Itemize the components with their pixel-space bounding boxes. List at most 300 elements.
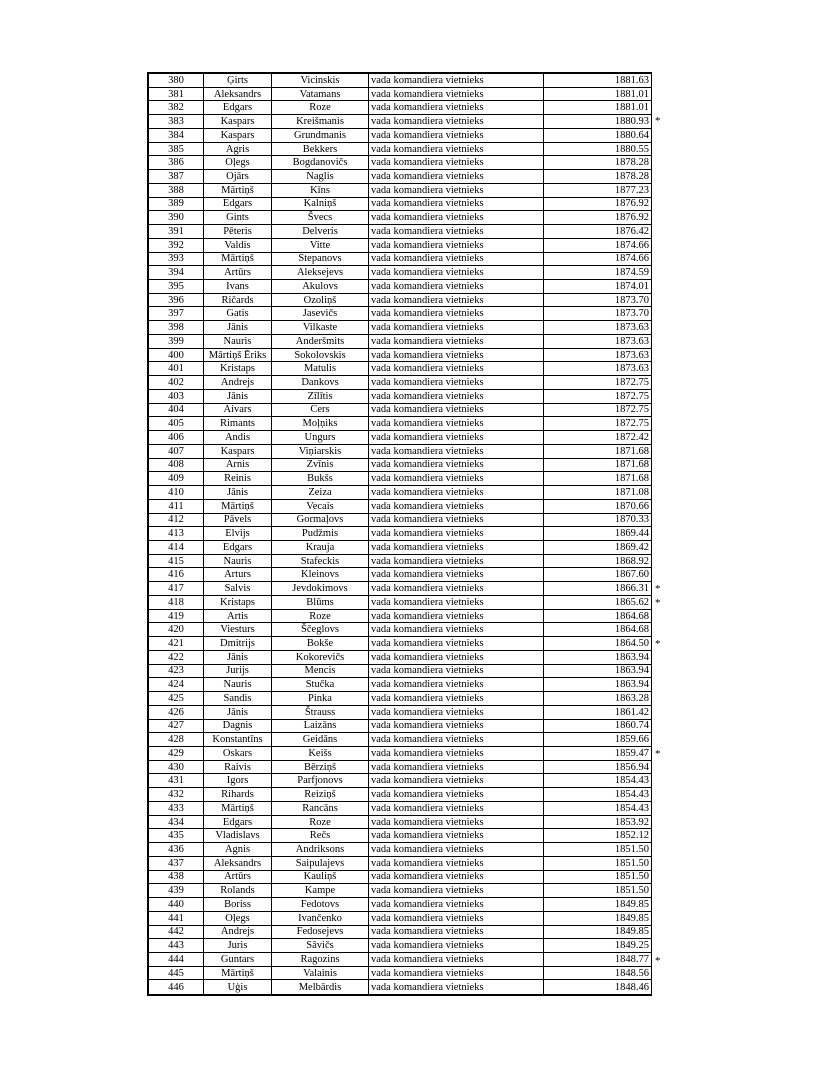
asterisk-marker: * [655,638,661,651]
last-name-cell: Štrauss [272,705,369,719]
position-cell: vada komandiera vietnieks [369,266,544,280]
table-row [149,582,652,596]
first-name-cell: Artis [204,609,272,623]
score-cell: 1853.92 [544,815,652,829]
position-cell: vada komandiera vietnieks [369,637,544,651]
score-cell: 1863.28 [544,692,652,706]
score-cell: 1871.68 [544,444,652,458]
score-cell: 1870.33 [544,513,652,527]
score-cell: 1872.42 [544,431,652,445]
first-name-cell: Elvijs [204,527,272,541]
last-name-cell: Rancāns [272,801,369,815]
position-cell: vada komandiera vietnieks [369,238,544,252]
rank-cell: 399 [149,334,204,348]
position-cell: vada komandiera vietnieks [369,733,544,747]
score-cell: 1871.68 [544,458,652,472]
position-cell: vada komandiera vietnieks [369,321,544,335]
last-name-cell: Kokorevičs [272,650,369,664]
table-row [149,376,652,390]
rank-cell: 413 [149,527,204,541]
first-name-cell: Jānis [204,486,272,500]
score-cell: 1865.62 [544,595,652,609]
last-name-cell: Anderšmits [272,334,369,348]
last-name-cell: Jasevičs [272,307,369,321]
table-row [149,898,652,912]
table-row [149,939,652,953]
table-row [149,293,652,307]
last-name-cell: Bērziņš [272,760,369,774]
position-cell: vada komandiera vietnieks [369,142,544,156]
score-cell: 1851.50 [544,870,652,884]
position-cell: vada komandiera vietnieks [369,307,544,321]
score-cell: 1852.12 [544,829,652,843]
rank-cell: 440 [149,898,204,912]
first-name-cell: Rolands [204,884,272,898]
last-name-cell: Naglis [272,170,369,184]
score-cell: 1872.75 [544,417,652,431]
rank-cell: 443 [149,939,204,953]
table-row [149,252,652,266]
position-cell: vada komandiera vietnieks [369,815,544,829]
first-name-cell: Jānis [204,650,272,664]
table-row [149,664,652,678]
table-row [149,225,652,239]
score-cell: 1854.43 [544,788,652,802]
position-cell: vada komandiera vietnieks [369,719,544,733]
position-cell: vada komandiera vietnieks [369,746,544,760]
score-cell: 1869.44 [544,527,652,541]
first-name-cell: Kaspars [204,115,272,129]
first-name-cell: Valdis [204,238,272,252]
first-name-cell: Mārtiņš [204,801,272,815]
score-cell: 1869.42 [544,540,652,554]
score-cell: 1851.50 [544,856,652,870]
score-cell: 1861.42 [544,705,652,719]
rank-cell: 401 [149,362,204,376]
first-name-cell: Agris [204,142,272,156]
position-cell: vada komandiera vietnieks [369,980,544,995]
first-name-cell: Ivans [204,280,272,294]
first-name-cell: Aleksandrs [204,856,272,870]
position-cell: vada komandiera vietnieks [369,953,544,967]
table-row [149,321,652,335]
first-name-cell: Rihards [204,788,272,802]
last-name-cell: Reiziņš [272,788,369,802]
rank-cell: 398 [149,321,204,335]
rank-cell: 383 [149,115,204,129]
position-cell: vada komandiera vietnieks [369,348,544,362]
first-name-cell: Ričards [204,293,272,307]
first-name-cell: Edgars [204,540,272,554]
score-cell: 1874.59 [544,266,652,280]
first-name-cell: Andis [204,431,272,445]
table-row [149,280,652,294]
position-cell: vada komandiera vietnieks [369,376,544,390]
position-cell: vada komandiera vietnieks [369,252,544,266]
rank-cell: 438 [149,870,204,884]
last-name-cell: Melbārdis [272,980,369,995]
table-row [149,925,652,939]
position-cell: vada komandiera vietnieks [369,788,544,802]
first-name-cell: Nauris [204,678,272,692]
table-row [149,705,652,719]
table-row [149,911,652,925]
table-row [149,142,652,156]
last-name-cell: Aleksejevs [272,266,369,280]
rank-cell: 436 [149,843,204,857]
last-name-cell: Vilkaste [272,321,369,335]
position-cell: vada komandiera vietnieks [369,280,544,294]
score-cell: 1864.50 [544,637,652,651]
score-cell: 1873.70 [544,293,652,307]
last-name-cell: Gormaļovs [272,513,369,527]
position-cell: vada komandiera vietnieks [369,417,544,431]
score-cell: 1873.63 [544,362,652,376]
table-row [149,829,652,843]
first-name-cell: Reinis [204,472,272,486]
position-cell: vada komandiera vietnieks [369,115,544,129]
table-row [149,719,652,733]
score-cell: 1856.94 [544,760,652,774]
rank-cell: 411 [149,499,204,513]
position-cell: vada komandiera vietnieks [369,170,544,184]
score-cell: 1881.01 [544,101,652,115]
score-cell: 1881.01 [544,87,652,101]
last-name-cell: Roze [272,101,369,115]
last-name-cell: Akulovs [272,280,369,294]
first-name-cell: Dmitrijs [204,637,272,651]
rank-cell: 389 [149,197,204,211]
position-cell: vada komandiera vietnieks [369,925,544,939]
first-name-cell: Ojārs [204,170,272,184]
rank-cell: 431 [149,774,204,788]
position-cell: vada komandiera vietnieks [369,966,544,980]
first-name-cell: Konstantīns [204,733,272,747]
first-name-cell: Agnis [204,843,272,857]
last-name-cell: Kreišmanis [272,115,369,129]
first-name-cell: Boriss [204,898,272,912]
first-name-cell: Nauris [204,334,272,348]
score-cell: 1874.66 [544,238,652,252]
score-cell: 1854.43 [544,801,652,815]
rank-cell: 418 [149,595,204,609]
score-cell: 1848.56 [544,966,652,980]
table-row [149,637,652,651]
position-cell: vada komandiera vietnieks [369,389,544,403]
last-name-cell: Ragozins [272,953,369,967]
rank-cell: 400 [149,348,204,362]
score-cell: 1866.31 [544,582,652,596]
score-cell: 1876.42 [544,225,652,239]
position-cell: vada komandiera vietnieks [369,898,544,912]
last-name-cell: Andriksons [272,843,369,857]
table-row [149,211,652,225]
position-cell: vada komandiera vietnieks [369,829,544,843]
table-row [149,953,652,967]
first-name-cell: Andrejs [204,376,272,390]
table-row [149,307,652,321]
score-cell: 1864.68 [544,623,652,637]
first-name-cell: Jānis [204,389,272,403]
table-row [149,87,652,101]
table-row [149,884,652,898]
last-name-cell: Grundmanis [272,128,369,142]
position-cell: vada komandiera vietnieks [369,650,544,664]
last-name-cell: Keišs [272,746,369,760]
table-row [149,527,652,541]
position-cell: vada komandiera vietnieks [369,801,544,815]
position-cell: vada komandiera vietnieks [369,444,544,458]
rank-cell: 439 [149,884,204,898]
first-name-cell: Juris [204,939,272,953]
position-cell: vada komandiera vietnieks [369,678,544,692]
table-row [149,650,652,664]
rank-cell: 403 [149,389,204,403]
table-row [149,128,652,142]
position-cell: vada komandiera vietnieks [369,197,544,211]
table-row [149,856,652,870]
first-name-cell: Salvis [204,582,272,596]
last-name-cell: Laizāns [272,719,369,733]
rank-cell: 395 [149,280,204,294]
rank-cell: 445 [149,966,204,980]
position-cell: vada komandiera vietnieks [369,74,544,88]
last-name-cell: Sokolovskis [272,348,369,362]
last-name-cell: Cers [272,403,369,417]
first-name-cell: Mārtiņš [204,183,272,197]
first-name-cell: Igors [204,774,272,788]
position-cell: vada komandiera vietnieks [369,939,544,953]
table-row [149,513,652,527]
position-cell: vada komandiera vietnieks [369,595,544,609]
score-cell: 1851.50 [544,884,652,898]
first-name-cell: Uģis [204,980,272,995]
score-cell: 1849.85 [544,898,652,912]
last-name-cell: Moļņiks [272,417,369,431]
asterisk-marker: * [655,954,661,967]
asterisk-marker: * [655,748,661,761]
table-row [149,266,652,280]
first-name-cell: Nauris [204,554,272,568]
rank-cell: 437 [149,856,204,870]
table-row [149,183,652,197]
score-cell: 1870.66 [544,499,652,513]
first-name-cell: Arnis [204,458,272,472]
position-cell: vada komandiera vietnieks [369,911,544,925]
last-name-cell: Švecs [272,211,369,225]
score-cell: 1867.60 [544,568,652,582]
table-row [149,760,652,774]
rank-cell: 426 [149,705,204,719]
last-name-cell: Saipulajevs [272,856,369,870]
table-row [149,170,652,184]
rank-cell: 412 [149,513,204,527]
rank-cell: 417 [149,582,204,596]
score-cell: 1880.55 [544,142,652,156]
score-cell: 1851.50 [544,843,652,857]
rank-cell: 392 [149,238,204,252]
position-cell: vada komandiera vietnieks [369,499,544,513]
position-cell: vada komandiera vietnieks [369,486,544,500]
last-name-cell: Stučka [272,678,369,692]
score-cell: 1849.25 [544,939,652,953]
last-name-cell: Delveris [272,225,369,239]
last-name-cell: Roze [272,815,369,829]
position-cell: vada komandiera vietnieks [369,183,544,197]
position-cell: vada komandiera vietnieks [369,623,544,637]
position-cell: vada komandiera vietnieks [369,431,544,445]
table-row [149,431,652,445]
position-cell: vada komandiera vietnieks [369,582,544,596]
roster-table-container [147,72,661,996]
position-cell: vada komandiera vietnieks [369,513,544,527]
first-name-cell: Aleksandrs [204,87,272,101]
score-cell: 1873.70 [544,307,652,321]
first-name-cell: Gatis [204,307,272,321]
last-name-cell: Pudžmis [272,527,369,541]
first-name-cell: Ģirts [204,74,272,88]
score-cell: 1864.68 [544,609,652,623]
table-row [149,623,652,637]
table-row [149,815,652,829]
rank-cell: 414 [149,540,204,554]
last-name-cell: Valainis [272,966,369,980]
last-name-cell: Ungurs [272,431,369,445]
rank-cell: 402 [149,376,204,390]
last-name-cell: Vicinskis [272,74,369,88]
rank-cell: 381 [149,87,204,101]
first-name-cell: Mārtiņš Ēriks [204,348,272,362]
position-cell: vada komandiera vietnieks [369,870,544,884]
rank-cell: 434 [149,815,204,829]
score-cell: 1868.92 [544,554,652,568]
rank-cell: 430 [149,760,204,774]
rank-cell: 420 [149,623,204,637]
table-row [149,554,652,568]
position-cell: vada komandiera vietnieks [369,540,544,554]
rank-cell: 397 [149,307,204,321]
score-cell: 1860.74 [544,719,652,733]
asterisk-marker: * [655,583,661,596]
table-row [149,101,652,115]
position-cell: vada komandiera vietnieks [369,843,544,857]
first-name-cell: Andrejs [204,925,272,939]
score-cell: 1859.66 [544,733,652,747]
first-name-cell: Edgars [204,101,272,115]
rank-cell: 382 [149,101,204,115]
position-cell: vada komandiera vietnieks [369,87,544,101]
table-row [149,499,652,513]
last-name-cell: Kīns [272,183,369,197]
last-name-cell: Matulis [272,362,369,376]
last-name-cell: Geidāns [272,733,369,747]
rank-cell: 409 [149,472,204,486]
position-cell: vada komandiera vietnieks [369,609,544,623]
table-row [149,444,652,458]
position-cell: vada komandiera vietnieks [369,225,544,239]
first-name-cell: Mārtiņš [204,499,272,513]
rank-cell: 424 [149,678,204,692]
rank-cell: 410 [149,486,204,500]
first-name-cell: Mārtiņš [204,966,272,980]
table-row [149,980,652,995]
roster-table [148,73,652,995]
rank-cell: 385 [149,142,204,156]
rank-cell: 387 [149,170,204,184]
table-row [149,486,652,500]
score-cell: 1880.93 [544,115,652,129]
last-name-cell: Ščeglovs [272,623,369,637]
rank-cell: 432 [149,788,204,802]
rank-cell: 427 [149,719,204,733]
last-name-cell: Mencis [272,664,369,678]
last-name-cell: Dankovs [272,376,369,390]
position-cell: vada komandiera vietnieks [369,362,544,376]
table-row [149,362,652,376]
rank-cell: 444 [149,953,204,967]
last-name-cell: Ivančenko [272,911,369,925]
asterisk-marker: * [655,596,661,609]
rank-cell: 388 [149,183,204,197]
score-cell: 1872.75 [544,376,652,390]
first-name-cell: Rimants [204,417,272,431]
score-cell: 1872.75 [544,389,652,403]
score-cell: 1874.66 [544,252,652,266]
last-name-cell: Kauliņš [272,870,369,884]
rank-cell: 422 [149,650,204,664]
position-cell: vada komandiera vietnieks [369,293,544,307]
table-row [149,774,652,788]
first-name-cell: Jānis [204,705,272,719]
asterisk-marker: * [655,115,661,128]
score-cell: 1849.85 [544,925,652,939]
rank-cell: 407 [149,444,204,458]
first-name-cell: Raivis [204,760,272,774]
last-name-cell: Fedotovs [272,898,369,912]
first-name-cell: Jānis [204,321,272,335]
first-name-cell: Artūrs [204,266,272,280]
last-name-cell: Fedosejevs [272,925,369,939]
last-name-cell: Zvīnis [272,458,369,472]
position-cell: vada komandiera vietnieks [369,128,544,142]
position-cell: vada komandiera vietnieks [369,334,544,348]
first-name-cell: Edgars [204,197,272,211]
first-name-cell: Viesturs [204,623,272,637]
rank-cell: 442 [149,925,204,939]
rank-cell: 421 [149,637,204,651]
position-cell: vada komandiera vietnieks [369,472,544,486]
last-name-cell: Vatamans [272,87,369,101]
last-name-cell: Kampe [272,884,369,898]
first-name-cell: Kaspars [204,128,272,142]
table-row [149,238,652,252]
position-cell: vada komandiera vietnieks [369,403,544,417]
last-name-cell: Viņiarskis [272,444,369,458]
rank-cell: 406 [149,431,204,445]
position-cell: vada komandiera vietnieks [369,664,544,678]
rank-cell: 380 [149,74,204,88]
last-name-cell: Kleinovs [272,568,369,582]
position-cell: vada komandiera vietnieks [369,527,544,541]
table-row [149,692,652,706]
first-name-cell: Pēteris [204,225,272,239]
score-cell: 1878.28 [544,170,652,184]
score-cell: 1876.92 [544,211,652,225]
last-name-cell: Rečs [272,829,369,843]
last-name-cell: Vecais [272,499,369,513]
first-name-cell: Kaspars [204,444,272,458]
last-name-cell: Stafeckis [272,554,369,568]
